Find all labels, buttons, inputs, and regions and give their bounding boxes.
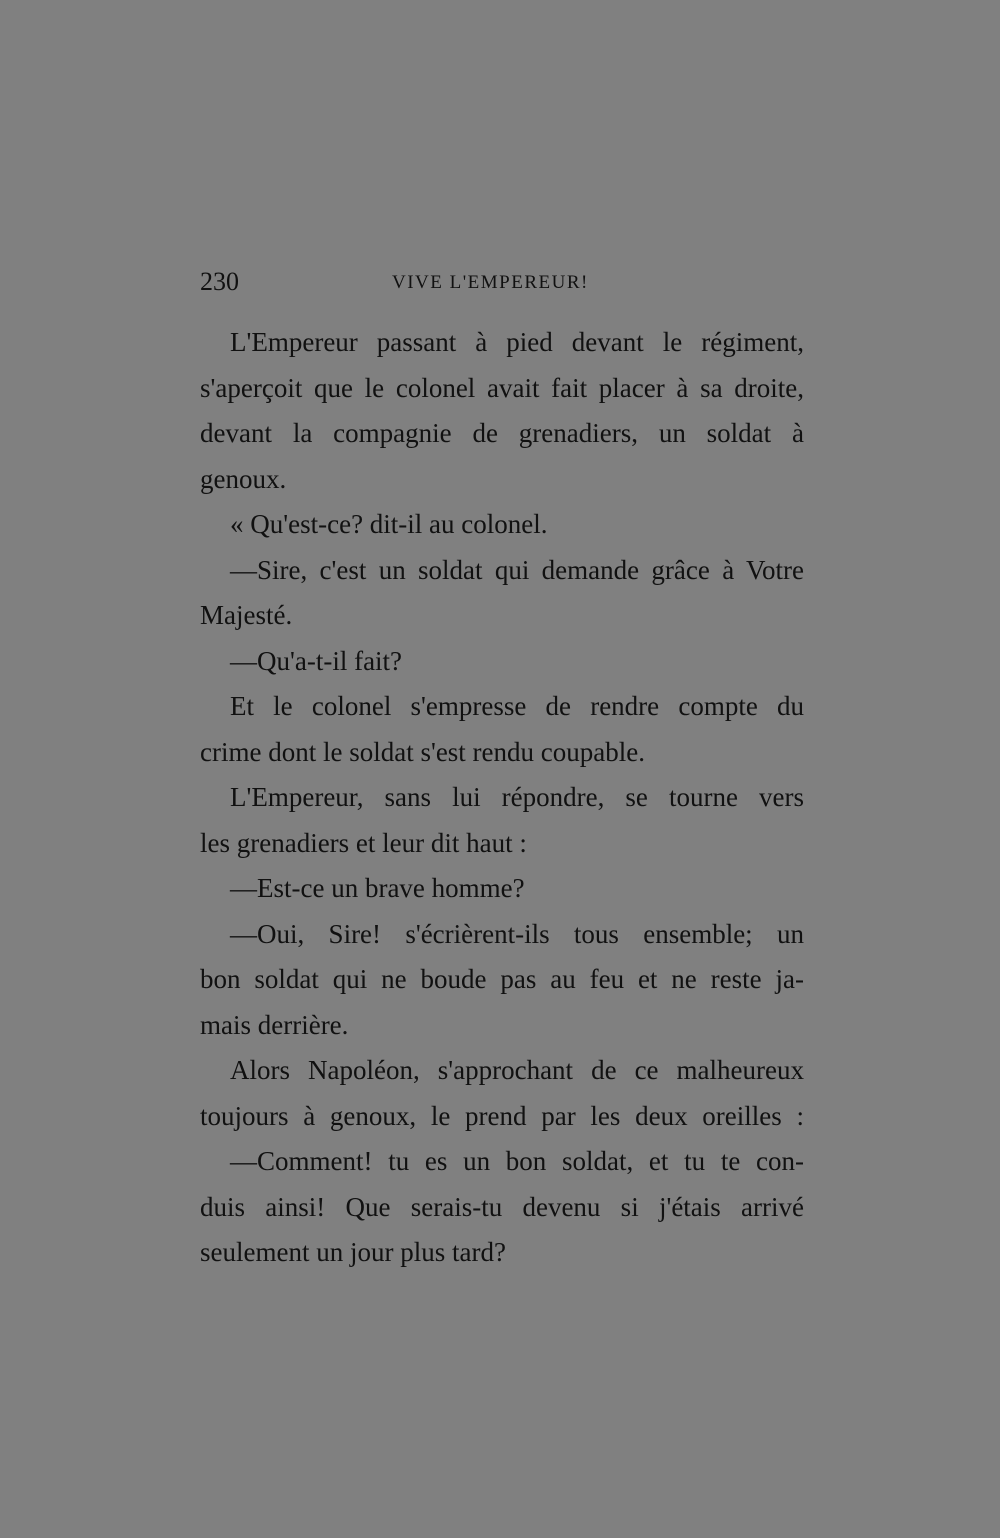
running-title: VIVE L'EMPEREUR! [392,272,589,293]
text-line: « Qu'est-ce? dit-il au colonel. [230,509,548,539]
text-line: les grenadiers et leur dit haut : [200,827,527,858]
text-line: —Est-ce un brave homme? [230,873,525,903]
text-line: —Comment! tu es un bon soldat, et tu te con- [230,1146,804,1176]
text-line: bon soldat qui ne boude pas au feu et ne reste ja- [200,964,804,994]
text-line: L'Empereur passant à pied devant le régiment, [230,327,804,357]
text-line: mais derrière. [200,1009,349,1040]
text-line: s'aperçoit que le colonel avait fait placer à sa droite, [200,372,804,403]
text-line: genoux. [200,463,287,494]
text-line: L'Empereur, sans lui répondre, se tourne vers [230,782,804,812]
text-line: devant la compagnie de grenadiers, un soldat à [200,418,804,448]
text-line: crime dont le soldat s'est rendu coupable. [200,736,645,767]
text-line: seulement un jour plus tard? [200,1237,506,1267]
text-line: —Sire, c'est un soldat qui demande grâce à Votre [230,554,804,585]
text-line: —Qu'a-t-il fait? [230,645,403,676]
page-header [200,264,804,304]
text-line: duis ainsi! Que serais-tu devenu si j'étais arrivé [200,1191,804,1222]
text-line: Majesté. [200,600,293,630]
text-line: Et le colonel s'empresse de rendre compte du [230,691,804,721]
page-number: 230 [200,267,239,296]
text-line: toujours à genoux, le prend par les deux oreilles : [200,1100,804,1131]
body-text [200,320,804,1276]
text-line: Alors Napoléon, s'approchant de ce malheureux [230,1055,804,1085]
text-line: —Oui, Sire! s'écrièrent-ils tous ensemble; un [230,918,804,949]
